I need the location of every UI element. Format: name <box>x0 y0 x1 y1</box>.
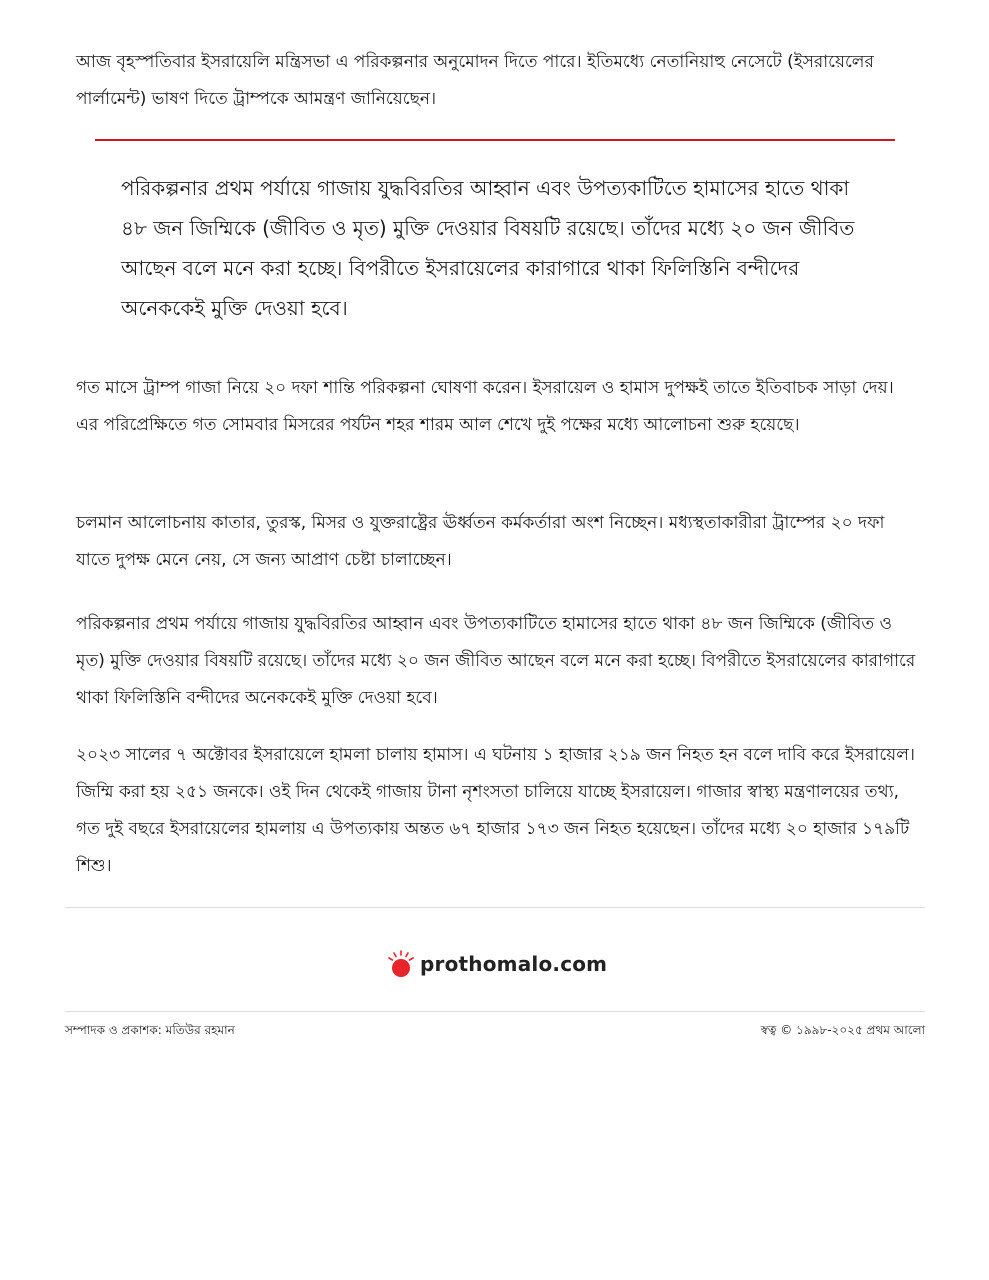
article-paragraph: ২০২৩ সালের ৭ অক্টোবর ইসরায়েলে হামলা চালায় হামাস। এ ঘটনায় ১ হাজার ২১৯ জন নিহত হন বলে দাবি করে ইসরায়েল। জিম্মি করা হয় ২৫১ জনকে। ওই দিন থেকেই গাজায় টানা নৃশংসতা চালিয়ে যাচ্ছে ইসরায়েল। গাজার স্বাস্থ্য মন্ত্রণালয়ের তথ্য, গত দুই বছরে ইসরায়েলের হামলায় এ উপত্যকায় অন্তত ৬৭ হাজার ১৭৩ জন নিহত হয়েছেন। তাঁদের মধ্যে ২০ হাজার ১৭৯টি শিশু। <box>76 745 915 876</box>
sun-logo-icon <box>386 949 416 979</box>
article-paragraph: চলমান আলোচনায় কাতার, তুরস্ক, মিসর ও যুক্তরাষ্ট্রের ঊর্ধ্বতন কর্মকর্তারা অংশ নিচ্ছেন। মধ্যস্থতাকারীরা ট্রাম্পের ২০ দফা যাতে দুপক্ষ মেনে নেয়, সে জন্য আপ্রাণ চেষ্টা চালাচ্ছেন। <box>76 513 885 570</box>
prothomalo-logo-link[interactable] <box>386 946 607 982</box>
copyright-notice: স্বত্ব © ১৯৯৮-২০২৫ প্রথম আলো <box>760 1023 925 1037</box>
intro-paragraph: আজ বৃহস্পতিবার ইসরায়েলি মন্ত্রিসভা এ পরিকল্পনার অনুমোদন দিতে পারে। ইতিমধ্যে নেতানিয়াহু নেসেটে (ইসরায়েলের পার্লামেন্ট) ভাষণ দিতে ট্রাম্পকে আমন্ত্রণ জানিয়েছেন। <box>76 52 874 109</box>
logo-text: prothomalo.com <box>420 952 608 976</box>
footer-divider-bottom <box>65 1011 925 1012</box>
editor-credit: সম্পাদক ও প্রকাশক: মতিউর রহমান <box>65 1023 235 1037</box>
footer-divider-top <box>65 907 925 908</box>
pull-quote-divider <box>95 139 895 141</box>
article-paragraph: পরিকল্পনার প্রথম পর্যায়ে গাজায় যুদ্ধবিরতির আহ্বান এবং উপত্যকাটিতে হামাসের হাতে থাকা ৪৮ জন জিম্মিকে (জীবিত ও মৃত) মুক্তি দেওয়ার বিষয়টি রয়েছে। তাঁদের মধ্যে ২০ জন জীবিত আছেন বলে মনে করা হচ্ছে। বিপরীতে ইসরায়েলের কারাগারে থাকা ফিলিস্তিনি বন্দীদের অনেককেই মুক্তি দেওয়া হবে। <box>76 614 916 708</box>
pull-quote: পরিকল্পনার প্রথম পর্যায়ে গাজায় যুদ্ধবিরতির আহ্বান এবং উপত্যকাটিতে হামাসের হাতে থাকা ৪৮ জন জিম্মিকে (জীবিত ও মৃত) মুক্তি দেওয়ার বিষয়টি রয়েছে। তাঁদের মধ্যে ২০ জন জীবিত আছেন বলে মনে করা হচ্ছে। বিপরীতে ইসরায়েলের কারাগারে থাকা ফিলিস্তিনি বন্দীদের অনেককেই মুক্তি দেওয়া হবে। <box>121 176 855 320</box>
article-paragraph: গত মাসে ট্রাম্প গাজা নিয়ে ২০ দফা শান্তি পরিকল্পনা ঘোষণা করেন। ইসরায়েল ও হামাস দুপক্ষই তাতে ইতিবাচক সাড়া দেয়। এর পরিপ্রেক্ষিতে গত সোমবার মিসরের পর্যটন শহর শারম আল শেখে দুই পক্ষের মধ্যে আলোচনা শুরু হয়েছে। <box>76 378 894 435</box>
